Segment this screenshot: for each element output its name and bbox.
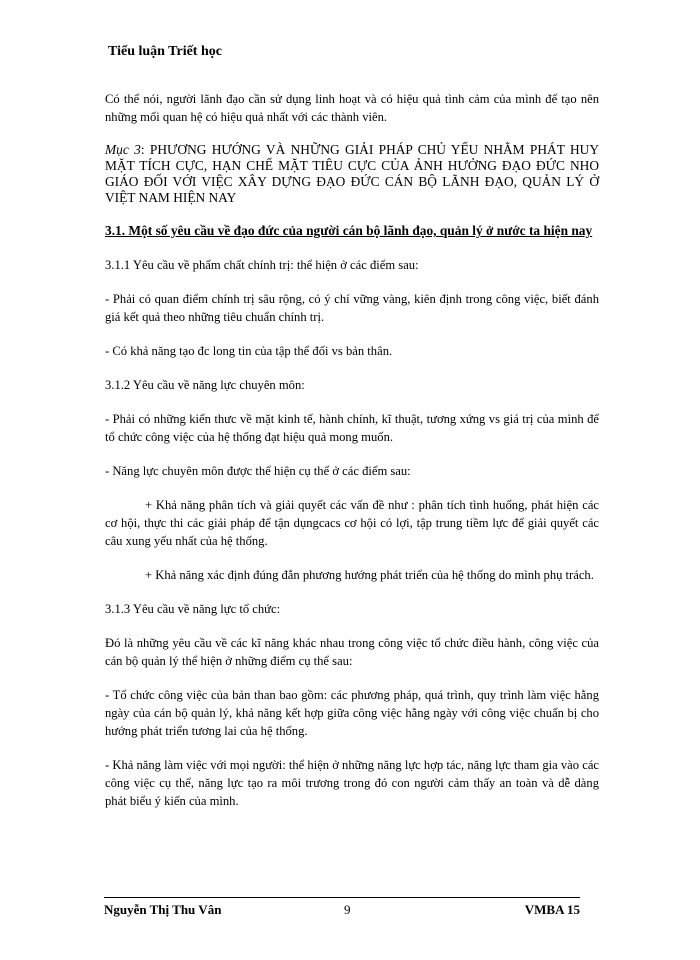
subsection-title: 3.1. Một số yêu cầu về đạo đức của người cán bộ lãnh đạo, quản lý ở nước ta hiện nay [105, 223, 593, 238]
document-body [105, 90, 599, 826]
paragraph: Đó là những yêu cầu về các kĩ năng khác nhau trong công việc tổ chức điều hành, công việc của cán bộ quản lý thể hiện ở những điểm cụ thể sau: [105, 636, 599, 668]
page-number: 9 [344, 902, 351, 917]
footer-author: Nguyễn Thị Thu Vân [104, 902, 222, 917]
section-label: Mục 3 [105, 142, 141, 157]
paragraph: + Khả năng phân tích và giải quyết các vấn đề như : phân tích tình huống, phát hiện các cơ hội, thực thi các giải pháp để tận dụngcacs cơ hội có lợi, tập trung tiềm lực để giải quyết các câu xung yếu nhất của hệ thống. [105, 498, 599, 548]
section-title: : PHƯƠNG HƯỚNG VÀ NHỮNG GIẢI PHÁP CHỦ YẾU NHẰM PHÁT HUY MẶT TÍCH CỰC, HẠN CHẾ MẶT TIÊU CỰC CỦA ẢNH HƯỞNG ĐẠO ĐỨC NHO GIÁO ĐỐI VỚI VIỆC XÂY DỰNG ĐẠO ĐỨC CÁN BỘ LÃNH ĐẠO, QUẢN LÝ Ở VIỆT NAM HIỆN NAY [105, 142, 600, 205]
paragraph: 3.1.3 Yêu cầu về năng lực tổ chức: [105, 602, 281, 616]
paragraph: - Phải có những kiến thưc về mặt kinh tế, hành chính, kĩ thuật, tương xứng vs giá trị của mình để tổ chức công việc của hệ thống đạt hiệu quả mong muốn. [105, 412, 599, 444]
paragraph: - Khả năng làm việc với mọi người: thể hiện ở những năng lực hợp tác, năng lực tham gia vào các công việc cụ thể, năng lực tạo ra môi trương trong đó con người cảm thấy an toàn và dễ dàng phát biểu ý kiến của mình. [105, 758, 599, 808]
footer-divider [104, 897, 580, 898]
intro-paragraph: Có thể nói, người lãnh đạo cần sử dụng linh hoạt và có hiệu quả tình cảm của mình để tạo nên những mối quan hệ có hiệu quả nhất với các thành viên. [105, 92, 599, 124]
paragraph: 3.1.1 Yêu cầu về phẩm chất chính trị: thể hiện ở các điểm sau: [105, 258, 419, 272]
paragraph: - Tổ chức công việc của bản than bao gồm: các phương pháp, quá trình, quy trình làm việc hằng ngày của cán bộ quản lý, khả năng kết hợp giữa công việc hằng ngày với công việc chuẩn bị cho hướng phát triển tương lai của hệ thống. [105, 688, 599, 738]
paragraph: - Có khả năng tạo đc long tin của tập thể đối vs bản thân. [105, 344, 393, 358]
section-heading [105, 142, 599, 206]
paragraph: + Khả năng xác định đúng đắn phương hướng phát triển của hệ thống do mình phụ trách. [145, 568, 594, 582]
paragraph: - Phải có quan điểm chính trị sâu rộng, có ý chí vững vàng, kiên định trong công việc, biết đánh giá kết quả theo những tiêu chuẩn chính trị. [105, 292, 599, 324]
header-title: Tiểu luận Triết học [108, 44, 222, 59]
paragraph: 3.1.2 Yêu cầu về năng lực chuyên môn: [105, 378, 305, 392]
footer-program: VMBA 15 [524, 902, 580, 917]
paragraph: - Năng lực chuyên môn được thể hiện cụ thể ở các điểm sau: [105, 464, 411, 478]
